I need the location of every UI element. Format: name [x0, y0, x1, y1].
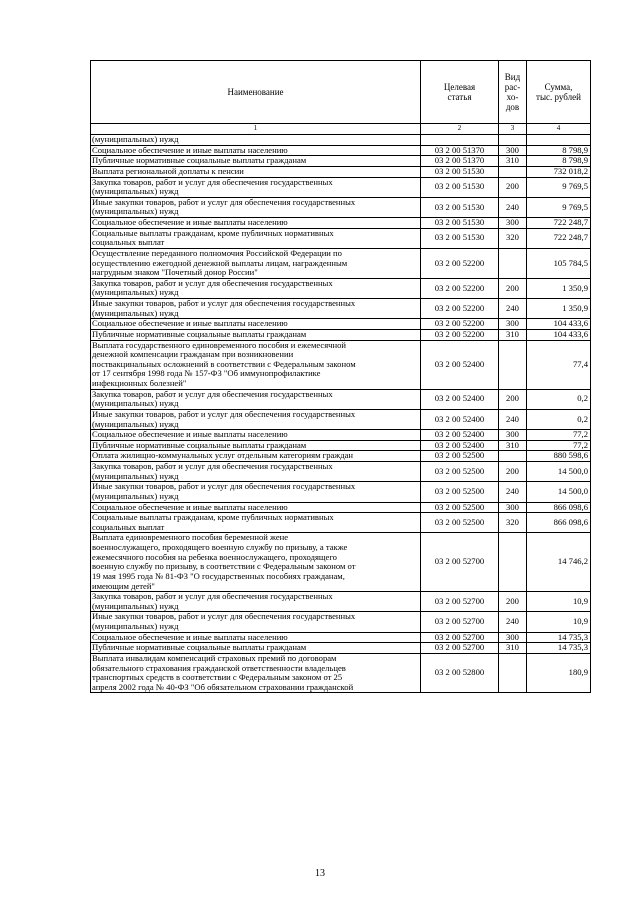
- table-row: [91, 156, 591, 167]
- row-article-cell: 03 2 00 52500: [421, 462, 499, 482]
- row-sum-cell: 77,2: [527, 430, 591, 441]
- row-sum-cell: 180,9: [527, 653, 591, 693]
- table-row: [91, 340, 591, 389]
- row-sum-cell: 722 248,7: [527, 218, 591, 229]
- table-row: [91, 643, 591, 654]
- row-article-cell: 03 2 00 51370: [421, 145, 499, 156]
- row-name-cell: (муниципальных) нужд: [91, 135, 421, 146]
- table-row: [91, 145, 591, 156]
- row-sum-cell: 104 433,6: [527, 329, 591, 340]
- table-row: [91, 451, 591, 462]
- table-row: [91, 533, 591, 592]
- row-sum-cell: 14 746,2: [527, 533, 591, 592]
- table-row: [91, 462, 591, 482]
- row-type-cell: 300: [499, 319, 527, 330]
- table-row: [91, 502, 591, 513]
- row-type-cell: 200: [499, 278, 527, 298]
- row-type-cell: 240: [499, 197, 527, 217]
- budget-table: [90, 60, 591, 693]
- row-article-cell: 03 2 00 52400: [421, 430, 499, 441]
- row-sum-cell: 77,4: [527, 340, 591, 389]
- row-name-cell: Иные закупки товаров, работ и услуг для обеспечения государственных (муниципальных) нужд: [91, 409, 421, 429]
- column-header-name: Наименование: [91, 61, 421, 124]
- row-article-cell: 03 2 00 51530: [421, 197, 499, 217]
- table-row: [91, 482, 591, 502]
- row-type-cell: 310: [499, 156, 527, 167]
- row-sum-cell: 8 798,9: [527, 145, 591, 156]
- row-type-cell: [499, 166, 527, 177]
- row-type-cell: [499, 135, 527, 146]
- row-type-cell: 310: [499, 643, 527, 654]
- row-type-cell: 300: [499, 218, 527, 229]
- row-sum-cell: 14 500,0: [527, 482, 591, 502]
- row-sum-cell: 105 784,5: [527, 248, 591, 278]
- column-header-type: Вид рас- хо- дов: [499, 61, 527, 124]
- row-article-cell: 03 2 00 52200: [421, 278, 499, 298]
- row-name-cell: Закупка товаров, работ и услуг для обеспечения государственных (муниципальных) нужд: [91, 177, 421, 197]
- row-sum-cell: 1 350,9: [527, 278, 591, 298]
- row-name-cell: Выплата инвалидам компенсаций страховых премий по договорам обязательного страхования гражданской ответственности владельцев транспортных средств в соответствии с Федеральным законом от 25 апреля 2002 года № 40-ФЗ "Об обязательном страховании гражданской: [91, 653, 421, 693]
- column-number: 2: [421, 124, 499, 135]
- table-row: [91, 228, 591, 248]
- row-type-cell: 300: [499, 632, 527, 643]
- row-sum-cell: 722 248,7: [527, 228, 591, 248]
- row-type-cell: 300: [499, 145, 527, 156]
- row-name-cell: Социальное обеспечение и иные выплаты населению: [91, 145, 421, 156]
- row-type-cell: [499, 340, 527, 389]
- table-header-row: [91, 61, 591, 124]
- row-type-cell: 240: [499, 482, 527, 502]
- row-article-cell: 03 2 00 52700: [421, 533, 499, 592]
- row-article-cell: 03 2 00 52700: [421, 643, 499, 654]
- row-article-cell: 03 2 00 51530: [421, 166, 499, 177]
- table-row: [91, 430, 591, 441]
- row-sum-cell: 14 735,3: [527, 632, 591, 643]
- row-article-cell: 03 2 00 52400: [421, 440, 499, 451]
- row-sum-cell: 8 798,9: [527, 156, 591, 167]
- table-body: [91, 135, 591, 693]
- row-sum-cell: 866 098,6: [527, 513, 591, 533]
- row-article-cell: 03 2 00 52400: [421, 389, 499, 409]
- row-name-cell: Выплата региональной доплаты к пенсии: [91, 166, 421, 177]
- row-article-cell: 03 2 00 52200: [421, 329, 499, 340]
- row-sum-cell: 14 500,0: [527, 462, 591, 482]
- table-row: [91, 135, 591, 146]
- row-article-cell: 03 2 00 52700: [421, 632, 499, 643]
- row-name-cell: Публичные нормативные социальные выплаты гражданам: [91, 329, 421, 340]
- table-row: [91, 409, 591, 429]
- row-article-cell: 03 2 00 52800: [421, 653, 499, 693]
- table-row: [91, 592, 591, 612]
- row-sum-cell: 732 018,2: [527, 166, 591, 177]
- row-name-cell: Публичные нормативные социальные выплаты гражданам: [91, 643, 421, 654]
- row-article-cell: 03 2 00 52700: [421, 612, 499, 632]
- row-type-cell: 240: [499, 299, 527, 319]
- table-row: [91, 166, 591, 177]
- table-row: [91, 218, 591, 229]
- row-name-cell: Осуществление переданного полномочия Российской Федерации по осуществлению ежегодной денежной выплаты лицам, награжденным нагрудным знаком "Почетный донор России": [91, 248, 421, 278]
- row-type-cell: 320: [499, 513, 527, 533]
- row-name-cell: Иные закупки товаров, работ и услуг для обеспечения государственных (муниципальных) нужд: [91, 299, 421, 319]
- table-row: [91, 440, 591, 451]
- row-sum-cell: 1 350,9: [527, 299, 591, 319]
- column-header-sum: Сумма, тыс. рублей: [527, 61, 591, 124]
- column-number: 3: [499, 124, 527, 135]
- row-name-cell: Иные закупки товаров, работ и услуг для обеспечения государственных (муниципальных) нужд: [91, 482, 421, 502]
- table-row: [91, 632, 591, 643]
- row-type-cell: 200: [499, 177, 527, 197]
- row-article-cell: 03 2 00 52500: [421, 502, 499, 513]
- column-number: 4: [527, 124, 591, 135]
- row-article-cell: 03 2 00 51530: [421, 228, 499, 248]
- table-row: [91, 299, 591, 319]
- table-row: [91, 197, 591, 217]
- row-type-cell: [499, 451, 527, 462]
- row-sum-cell: 77,2: [527, 440, 591, 451]
- row-article-cell: 03 2 00 52500: [421, 482, 499, 502]
- table-row: [91, 177, 591, 197]
- row-type-cell: 200: [499, 592, 527, 612]
- row-sum-cell: 9 769,5: [527, 197, 591, 217]
- row-article-cell: 03 2 00 52500: [421, 513, 499, 533]
- row-article-cell: 03 2 00 52400: [421, 340, 499, 389]
- row-type-cell: 200: [499, 462, 527, 482]
- row-name-cell: Закупка товаров, работ и услуг для обеспечения государственных (муниципальных) нужд: [91, 278, 421, 298]
- row-sum-cell: [527, 135, 591, 146]
- row-sum-cell: 104 433,6: [527, 319, 591, 330]
- row-name-cell: Выплата государственного единовременного пособия и ежемесячной денежной компенсации гражданам при возникновении поствакцинальных осложнений в соответствии с Федеральным законом от 17 сентября 1998 года № 157-ФЗ "Об иммунопрофилактике инфекционных болезней": [91, 340, 421, 389]
- row-article-cell: 03 2 00 52400: [421, 409, 499, 429]
- row-article-cell: 03 2 00 51530: [421, 177, 499, 197]
- row-name-cell: Социальное обеспечение и иные выплаты населению: [91, 632, 421, 643]
- row-sum-cell: 10,9: [527, 592, 591, 612]
- row-sum-cell: 0,2: [527, 409, 591, 429]
- table-row: [91, 248, 591, 278]
- row-type-cell: 300: [499, 430, 527, 441]
- row-name-cell: Публичные нормативные социальные выплаты гражданам: [91, 156, 421, 167]
- row-name-cell: Закупка товаров, работ и услуг для обеспечения государственных (муниципальных) нужд: [91, 592, 421, 612]
- column-number-row: [91, 124, 591, 135]
- row-name-cell: Социальное обеспечение и иные выплаты населению: [91, 319, 421, 330]
- row-type-cell: 200: [499, 389, 527, 409]
- row-type-cell: 300: [499, 502, 527, 513]
- row-name-cell: Иные закупки товаров, работ и услуг для обеспечения государственных (муниципальных) нужд: [91, 197, 421, 217]
- row-type-cell: 310: [499, 329, 527, 340]
- row-name-cell: Социальное обеспечение и иные выплаты населению: [91, 502, 421, 513]
- column-header-article: Целевая статья: [421, 61, 499, 124]
- row-sum-cell: 880 598,6: [527, 451, 591, 462]
- row-sum-cell: 0,2: [527, 389, 591, 409]
- row-article-cell: 03 2 00 52200: [421, 319, 499, 330]
- row-article-cell: 03 2 00 52200: [421, 299, 499, 319]
- column-number: 1: [91, 124, 421, 135]
- table-row: [91, 319, 591, 330]
- row-name-cell: Социальные выплаты гражданам, кроме публичных нормативных социальных выплат: [91, 513, 421, 533]
- budget-table-page: [90, 60, 590, 693]
- table-row: [91, 653, 591, 693]
- row-name-cell: Закупка товаров, работ и услуг для обеспечения государственных (муниципальных) нужд: [91, 389, 421, 409]
- row-article-cell: [421, 135, 499, 146]
- row-name-cell: Выплата единовременного пособия беременной жене военнослужащего, проходящего военную службу по призыву, а также ежемесячного пособия на ребенка военнослужащего, проходящего военную службу по призыву, в соответствии с Федеральным законом от 19 мая 1995 года № 81-ФЗ "О государственных пособиях гражданам, имеющим детей": [91, 533, 421, 592]
- row-sum-cell: 866 098,6: [527, 502, 591, 513]
- row-name-cell: Иные закупки товаров, работ и услуг для обеспечения государственных (муниципальных) нужд: [91, 612, 421, 632]
- table-row: [91, 389, 591, 409]
- row-article-cell: 03 2 00 52500: [421, 451, 499, 462]
- row-article-cell: 03 2 00 52200: [421, 248, 499, 278]
- row-name-cell: Публичные нормативные социальные выплаты гражданам: [91, 440, 421, 451]
- row-name-cell: Оплата жилищно-коммунальных услуг отдельным категориям граждан: [91, 451, 421, 462]
- page-number: 13: [315, 868, 325, 879]
- row-type-cell: [499, 533, 527, 592]
- table-row: [91, 278, 591, 298]
- row-sum-cell: 9 769,5: [527, 177, 591, 197]
- table-row: [91, 329, 591, 340]
- row-type-cell: 310: [499, 440, 527, 451]
- row-name-cell: Социальные выплаты гражданам, кроме публичных нормативных социальных выплат: [91, 228, 421, 248]
- row-type-cell: 240: [499, 409, 527, 429]
- row-name-cell: Социальное обеспечение и иные выплаты населению: [91, 218, 421, 229]
- row-name-cell: Закупка товаров, работ и услуг для обеспечения государственных (муниципальных) нужд: [91, 462, 421, 482]
- row-type-cell: 320: [499, 228, 527, 248]
- row-type-cell: 240: [499, 612, 527, 632]
- row-article-cell: 03 2 00 51530: [421, 218, 499, 229]
- row-article-cell: 03 2 00 52700: [421, 592, 499, 612]
- row-sum-cell: 10,9: [527, 612, 591, 632]
- row-sum-cell: 14 735,3: [527, 643, 591, 654]
- table-row: [91, 612, 591, 632]
- row-article-cell: 03 2 00 51370: [421, 156, 499, 167]
- row-type-cell: [499, 653, 527, 693]
- row-type-cell: [499, 248, 527, 278]
- table-row: [91, 513, 591, 533]
- row-name-cell: Социальное обеспечение и иные выплаты населению: [91, 430, 421, 441]
